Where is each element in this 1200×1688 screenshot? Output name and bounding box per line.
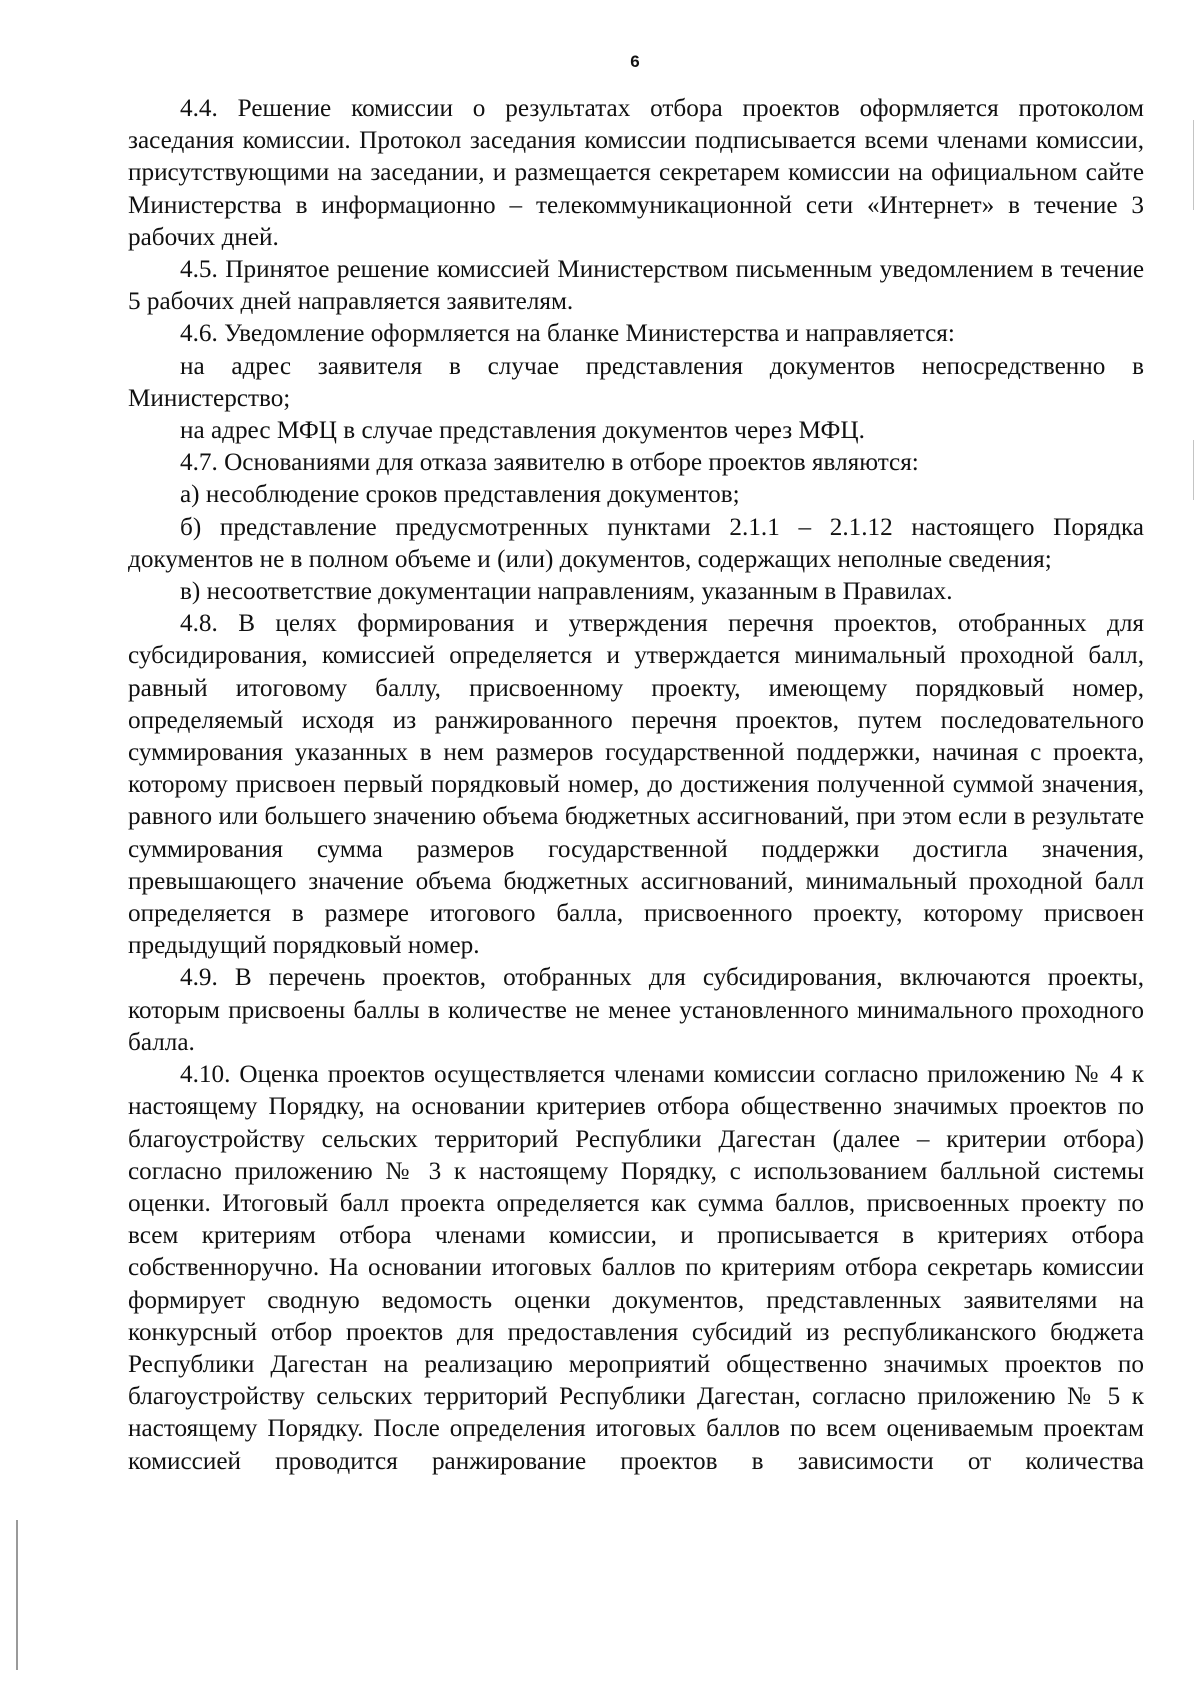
document-body (128, 93, 1144, 1478)
paragraph-4-7-a: а) несоблюдение сроков представления документов; (180, 481, 740, 509)
paragraph-4-6-mfc-address: на адрес МФЦ в случае представления документов через МФЦ. (180, 417, 865, 445)
paragraph-4-8: 4.8. В целях формирования и утверждения перечня проектов, отобранных для субсидирования, комиссией определяется и утверждается минимальный проходной балл, равный итоговому баллу, присвоенному проекту, имеющему порядковый номер, определяемый исходя из ранжированного перечня проектов, путем последовательного суммирования указанных в нем размеров государственной поддержки, начиная с проекта, которому присвоен первый порядковый номер, до достижения полученной суммой значения, равного или большего значению объема бюджетных ассигнований, при этом если в результате суммирования сумма размеров государственной поддержки достигла значения, превышающего значение объема бюджетных ассигнований, минимальный проходной балл определяется в размере итогового балла, присвоенного проекту, которому присвоен предыдущий порядковый номер. (128, 610, 1144, 960)
paragraph-4-7-c: в) несоответствие документации направлениям, указанным в Правилах. (180, 578, 953, 606)
paragraph-4-4: 4.4. Решение комиссии о результатах отбора проектов оформляется протоколом заседания комиссии. Протокол заседания комиссии подписывается всеми членами комиссии, присутствующими на заседании, и размещается секретарем комиссии на официальном сайте Министерства в информационно – телекоммуникационной сети «Интернет» в течение 3 рабочих дней. (128, 95, 1144, 251)
paragraph-4-10: 4.10. Оценка проектов осуществляется членами комиссии согласно приложению № 4 к настоящему Порядку, на основании критериев отбора общественно значимых проектов по благоустройству сельских территорий Республики Дагестан (далее – критерии отбора) согласно приложению № 3 к настоящему Порядку, с использованием балльной системы оценки. Итоговый балл проекта определяется как сумма баллов, присвоенных проекту по всем критериям отбора членами комиссии, и прописывается в критериях отбора собственноручно. На основании итоговых баллов по критериям отбора секретарь комиссии формирует сводную ведомость оценки документов, представленных заявителями на конкурсный отбор проектов для предоставления субсидий из республиканского бюджета Республики Дагестан на реализацию мероприятий общественно значимых проектов по благоустройству сельских территорий Республики Дагестан, согласно приложению № 5 к настоящему Порядку. После определения итоговых баллов по всем оцениваемым проектам комиссией проводится ранжирование проектов в зависимости от количества (128, 1061, 1144, 1475)
scan-margin-line (16, 1520, 18, 1670)
paragraph-4-7-b: б) представление предусмотренных пунктами 2.1.1 – 2.1.12 настоящего Порядка документов не в полном объеме и (или) документов, содержащих неполные сведения; (128, 513, 1144, 573)
paragraph-4-9: 4.9. В перечень проектов, отобранных для субсидирования, включаются проекты, которым присвоены баллы в количестве не менее установленного минимального проходного балла. (128, 964, 1144, 1056)
paragraph-4-6-applicant-address: на адрес заявителя в случае представления документов непосредственно в Министерство; (128, 352, 1144, 412)
scan-edge-mark (1193, 120, 1194, 210)
paragraph-4-5: 4.5. Принятое решение комиссией Министерством письменным уведомлением в течение 5 рабочих дней направляется заявителям. (128, 256, 1144, 316)
paragraph-4-7: 4.7. Основаниями для отказа заявителю в отборе проектов являются: (180, 449, 919, 477)
page-number: 6 (630, 52, 640, 71)
scan-edge-mark (1193, 440, 1194, 500)
paragraph-4-6: 4.6. Уведомление оформляется на бланке Министерства и направляется: (180, 320, 955, 348)
